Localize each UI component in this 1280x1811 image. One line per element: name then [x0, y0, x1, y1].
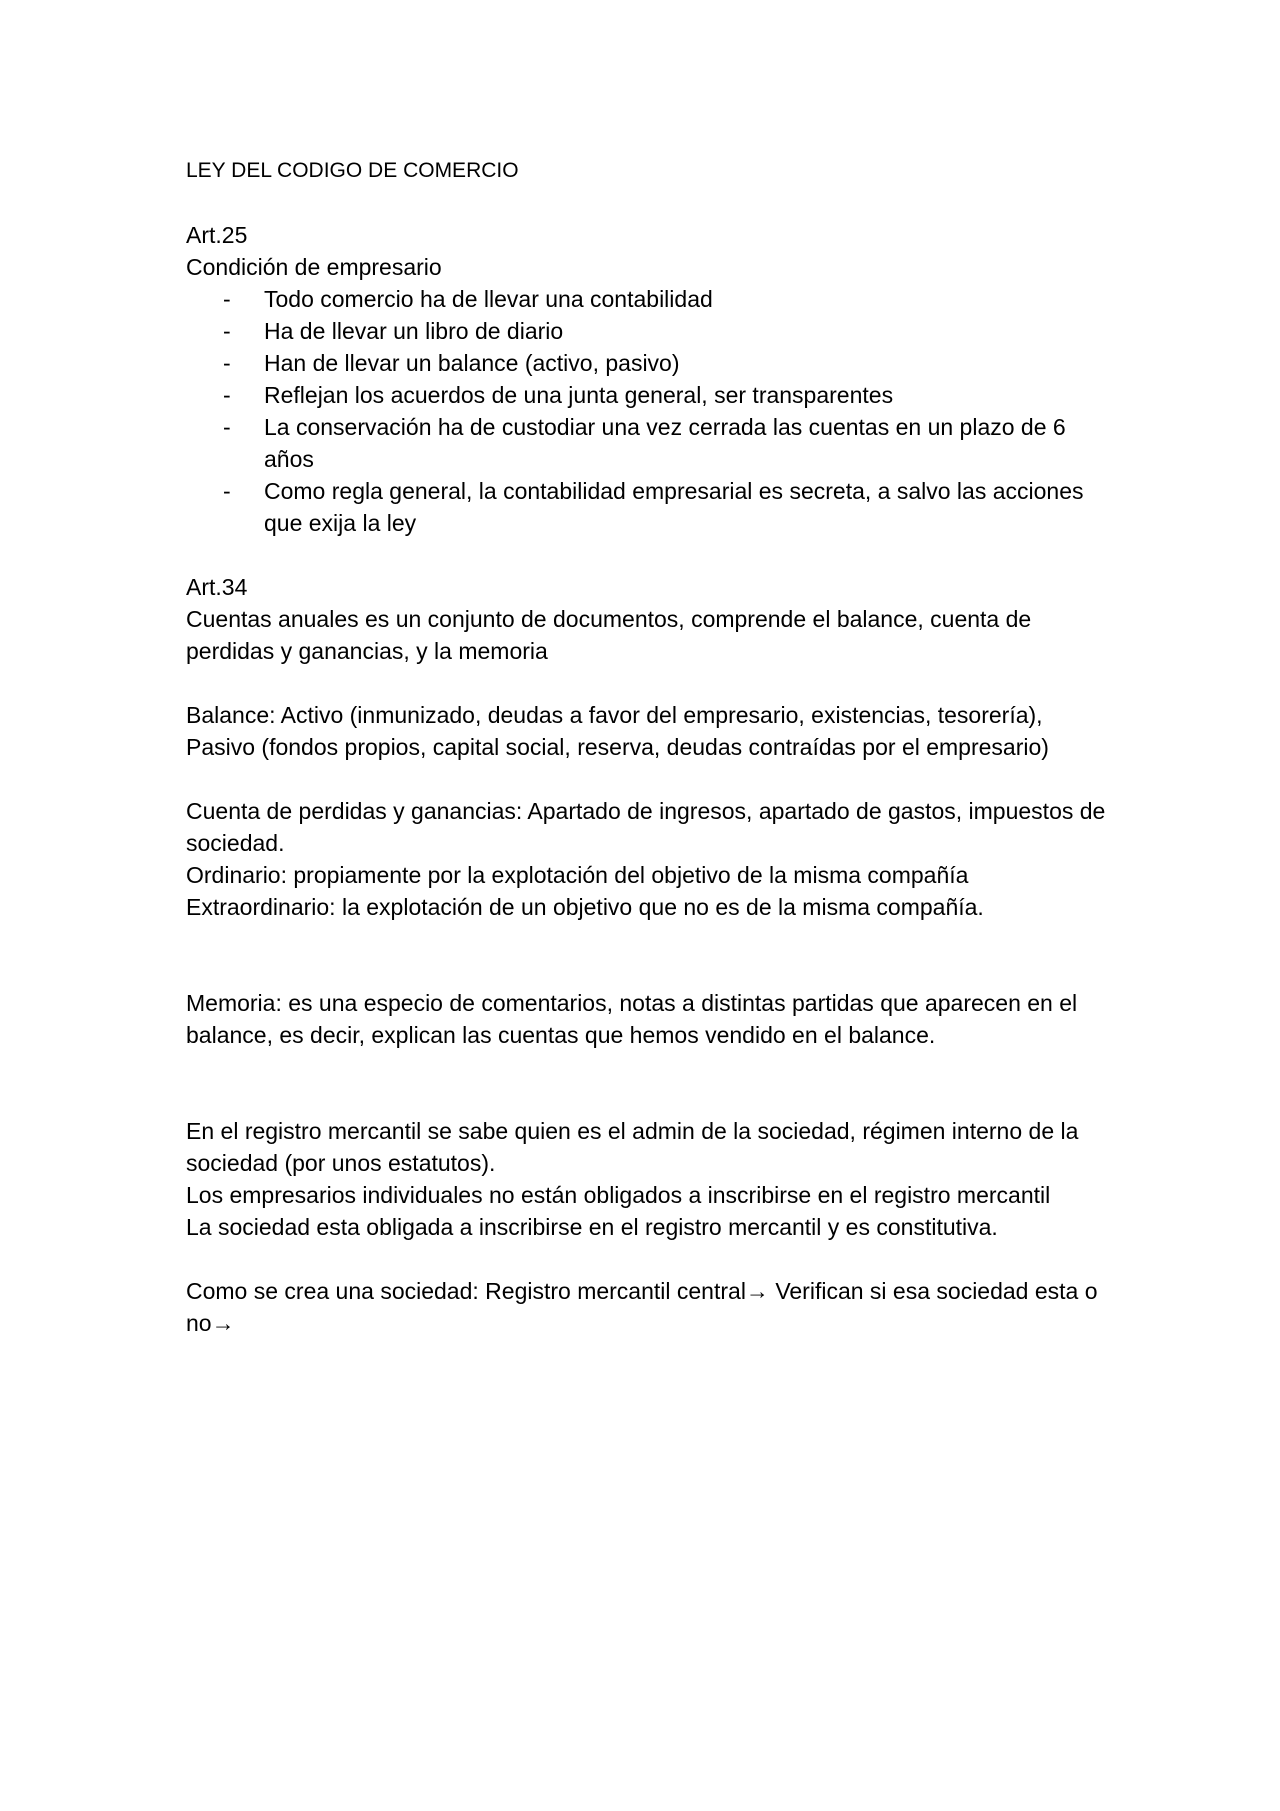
- dash-bullet: -: [223, 414, 231, 440]
- list-item: [186, 315, 1116, 347]
- memoria-paragraph: Memoria: es una especio de comentarios, notas a distintas partidas que aparecen en el balance, es decir, explican las cuentas que hemos vendido en el balance.: [186, 990, 1078, 1048]
- list-item-text: Como regla general, la contabilidad empresarial es secreta, a salvo las acciones que exija la ley: [264, 478, 1084, 536]
- dash-bullet: -: [223, 350, 231, 376]
- list-item: [186, 379, 1116, 411]
- list-item-text: Han de llevar un balance (activo, pasivo): [264, 350, 680, 376]
- art25-subheading: Condición de empresario: [186, 254, 442, 280]
- list-item-text: Todo comercio ha de llevar una contabilidad: [264, 286, 713, 312]
- list-item-text: Reflejan los acuerdos de una junta general, ser transparentes: [264, 382, 894, 408]
- list-item-text: Ha de llevar un libro de diario: [264, 318, 564, 344]
- list-item-text: La conservación ha de custodiar una vez cerrada las cuentas en un plazo de 6 años: [264, 414, 1066, 472]
- art25-list: [186, 283, 1116, 539]
- art34-heading: Art.34: [186, 574, 248, 600]
- document-title: LEY DEL CODIGO DE COMERCIO: [186, 159, 519, 182]
- list-item: [186, 283, 1116, 315]
- extraordinario-paragraph: Extraordinario: la explotación de un objetivo que no es de la misma compañía.: [186, 894, 984, 920]
- registro-paragraph-2: Los empresarios individuales no están obligados a inscribirse en el registro mercantil: [186, 1182, 1051, 1208]
- crear-sociedad-paragraph: Como se crea una sociedad: Registro mercantil central→ Verifican si esa sociedad esta o no→: [186, 1278, 1098, 1336]
- registro-paragraph-1: En el registro mercantil se sabe quien es el admin de la sociedad, régimen interno de la sociedad (por unos estatutos).: [186, 1118, 1079, 1176]
- dash-bullet: -: [223, 286, 231, 312]
- list-item: [186, 475, 1116, 539]
- document-body: [186, 155, 1116, 1339]
- dash-bullet: -: [223, 382, 231, 408]
- perdidas-ganancias-paragraph: Cuenta de perdidas y ganancias: Apartado de ingresos, apartado de gastos, impuestos de sociedad.: [186, 798, 1106, 856]
- balance-paragraph: Balance: Activo (inmunizado, deudas a favor del empresario, existencias, tesorería), Pasivo (fondos propios, capital social, reserva, deudas contraídas por el empresario): [186, 702, 1049, 760]
- list-item: [186, 347, 1116, 379]
- art34-intro: Cuentas anuales es un conjunto de documentos, comprende el balance, cuenta de perdidas y ganancias, y la memoria: [186, 606, 1032, 664]
- dash-bullet: -: [223, 318, 231, 344]
- ordinario-paragraph: Ordinario: propiamente por la explotación del objetivo de la misma compañía: [186, 862, 969, 888]
- list-item: [186, 411, 1116, 475]
- registro-paragraph-3: La sociedad esta obligada a inscribirse en el registro mercantil y es constitutiva.: [186, 1214, 998, 1240]
- art25-heading: Art.25: [186, 222, 248, 248]
- dash-bullet: -: [223, 478, 231, 504]
